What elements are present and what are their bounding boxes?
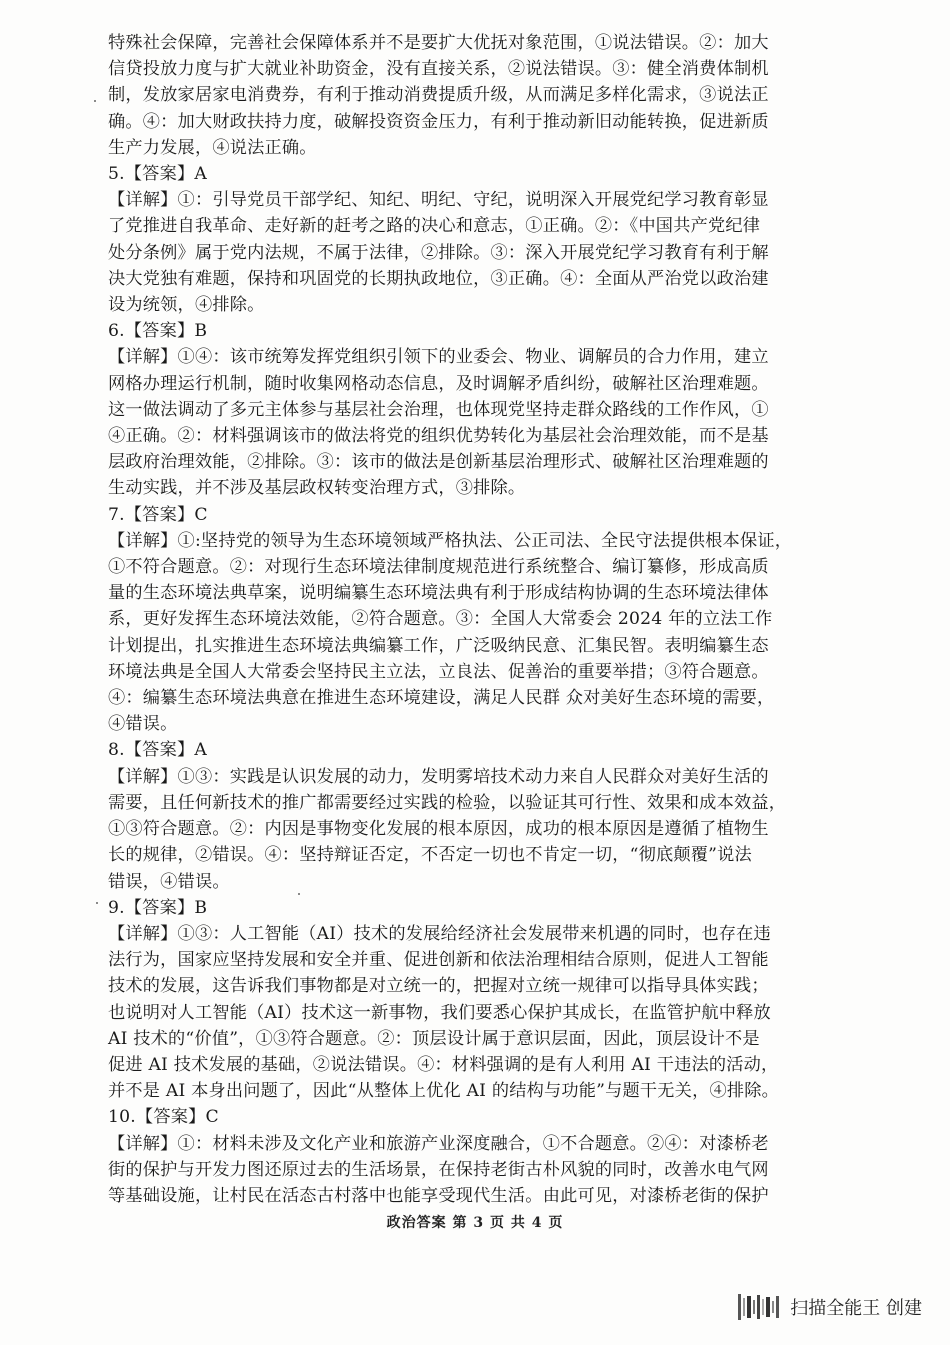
text-line: 错误，④错误。 [108,871,230,892]
answer-heading-6: 6.【答案】B [108,321,208,342]
text-line: 【详解】①③：实践是认识发展的动力，发明雾培技术动力来自人民群众对美好生活的 [108,766,769,787]
text-line: 决大党独有难题，保持和巩固党的长期执政地位，③正确。④：全面从严治党以政治建 [108,268,769,289]
text-line: 计划提出，扎实推进生态环境法典编纂工作，广泛吸纳民意、汇集民智。表明编纂生态 [108,635,769,656]
text-line: 技术的发展，这告诉我们事物都是对立统一的，把握对立统一规律可以指导具体实践； [108,976,769,997]
text-line: 生产力发展，④说法正确。 [108,137,317,158]
watermark-text: 扫描全能王 创建 [790,1298,922,1319]
text-line: ④正确。②：材料强调该市的做法将党的组织优势转化为基层社会治理效能，而不是基 [108,426,769,447]
text-line: 并不是 AI 本身出问题了，因此“从整体上优化 AI 的结构与功能”与题干无关，④排除。 [108,1081,780,1102]
text-line: 生动实践，并不涉及基层政权转变治理方式，③排除。 [108,478,526,499]
text-line: ①不符合题意。②：对现行生态环境法律制度规范进行系统整合、编订纂修，形成高质 [108,557,769,578]
text-line: 法行为，国家应坚持发展和安全并重、促进创新和依法治理相结合原则，促进人工智能 [108,950,769,971]
text-line: 制，发放家居家电消费券，有利于推动消费提质升级，从而满足多样化需求，③说法正 [108,85,769,106]
text-line: 【详解】①：材料未涉及文化产业和旅游产业深度融合，①不合题意。②④：对漆桥老 [108,1133,769,1154]
text-line: 环境法典是全国人大常委会坚持民主立法，立良法、促善治的重要举措；③符合题意。 [108,661,769,682]
text-line: 【详解】①④：该市统筹发挥党组织引领下的业委会、物业、调解员的合力作用，建立 [108,347,769,368]
text-line: 长的规律，②错误。④：坚持辩证否定，不否定一切也不肯定一切，“彻底颠覆”说法 [108,845,752,866]
text-line: ④：编纂生态环境法典意在推进生态环境建设，满足人民群 众对美好生态环境的需要， [108,688,775,709]
answer-heading-7: 7.【答案】C [108,504,208,525]
answer-heading-8: 8.【答案】A [108,740,207,761]
text-line: ④错误。 [108,714,178,735]
text-line: 设为统领，④排除。 [108,295,265,316]
text-line: 这一做法调动了多元主体参与基层社会治理，也体现党坚持走群众路线的工作作风，① [108,399,769,420]
text-line: 信贷投放力度与扩大就业补助资金，没有直接关系，②说法错误。③：健全消费体制机 [108,59,769,80]
scan-speck [96,902,98,904]
scan-speck [298,893,300,895]
text-line: 处分条例》属于党内法规，不属于法律，②排除。③：深入开展党纪学习教育有利于解 [108,242,769,263]
text-line: 网格办理运行机制，随时收集网格动态信息，及时调解矛盾纠纷，破解社区治理难题。 [108,373,769,394]
page-footer: 政治答案 第 3 页 共 4 页 [386,1215,564,1231]
text-line: 系，更好发挥生态环境法效能，②符合题意。③：全国人大常委会 2024 年的立法工作 [108,609,773,630]
text-line: 【详解】①:坚持党的领导为生态环境领域严格执法、公正司法、全民守法提供根本保证， [108,530,793,551]
text-line: 层政府治理效能，②排除。③：该市的做法是创新基层治理形式、破解社区治理难题的 [108,452,769,473]
answer-heading-10: 10.【答案】C [108,1107,219,1128]
text-line: 特殊社会保障，完善社会保障体系并不是要扩大优抚对象范围，①说法错误。②：加大 [108,33,769,53]
text-line: 也说明对人工智能（AI）技术这一新事物，我们要悉心保护其成长，在监管护航中释放 [108,1002,771,1023]
text-line: 等基础设施，让村民在活态古村落中也能享受现代生活。由此可见，对漆桥老街的保护 [108,1185,769,1206]
text-line: 街的保护与开发力图还原过去的生活场景，在保持老街古朴风貌的同时，改善水电气网 [108,1159,769,1180]
scanner-watermark [736,1292,922,1322]
text-line: AI 技术的“价值”，①③符合题意。②：顶层设计属于意识层面，因此，顶层设计不是 [108,1028,760,1049]
text-line: ①③符合题意。②：内因是事物变化发展的根本原因，成功的根本原因是遵循了植物生 [108,819,769,840]
text-line: 量的生态环境法典草案，说明编纂生态环境法典有利于形成结构协调的生态环境法律体 [108,583,769,604]
text-line: 促进 AI 技术发展的基础，②说法错误。④：材料强调的是有人利用 AI 干违法的活动， [108,1054,779,1075]
camscanner-logo-icon [736,1292,782,1322]
text-line: 需要，且任何新技术的推广都需要经过实践的检验，以验证其可行性、效果和成本效益， [108,792,787,813]
answer-heading-5: 5.【答案】A [108,164,207,185]
answer-text-body [108,30,846,1209]
text-line: 了党推进自我革命、走好新的赶考之路的决心和意志，①正确。②：《中国共产党纪律 [108,216,761,237]
text-line: 【详解】①③：人工智能（AI）技术的发展给经济社会发展带来机遇的同时，也存在违 [108,923,771,944]
text-line: 【详解】①：引导党员干部学纪、知纪、明纪、守纪，说明深入开展党纪学习教育彰显 [108,190,769,211]
answer-heading-9: 9.【答案】B [108,897,208,918]
text-line: 确。④：加大财政扶持力度，破解投资资金压力，有利于推动新旧动能转换，促进新质 [108,111,769,132]
scan-speck [94,100,96,102]
